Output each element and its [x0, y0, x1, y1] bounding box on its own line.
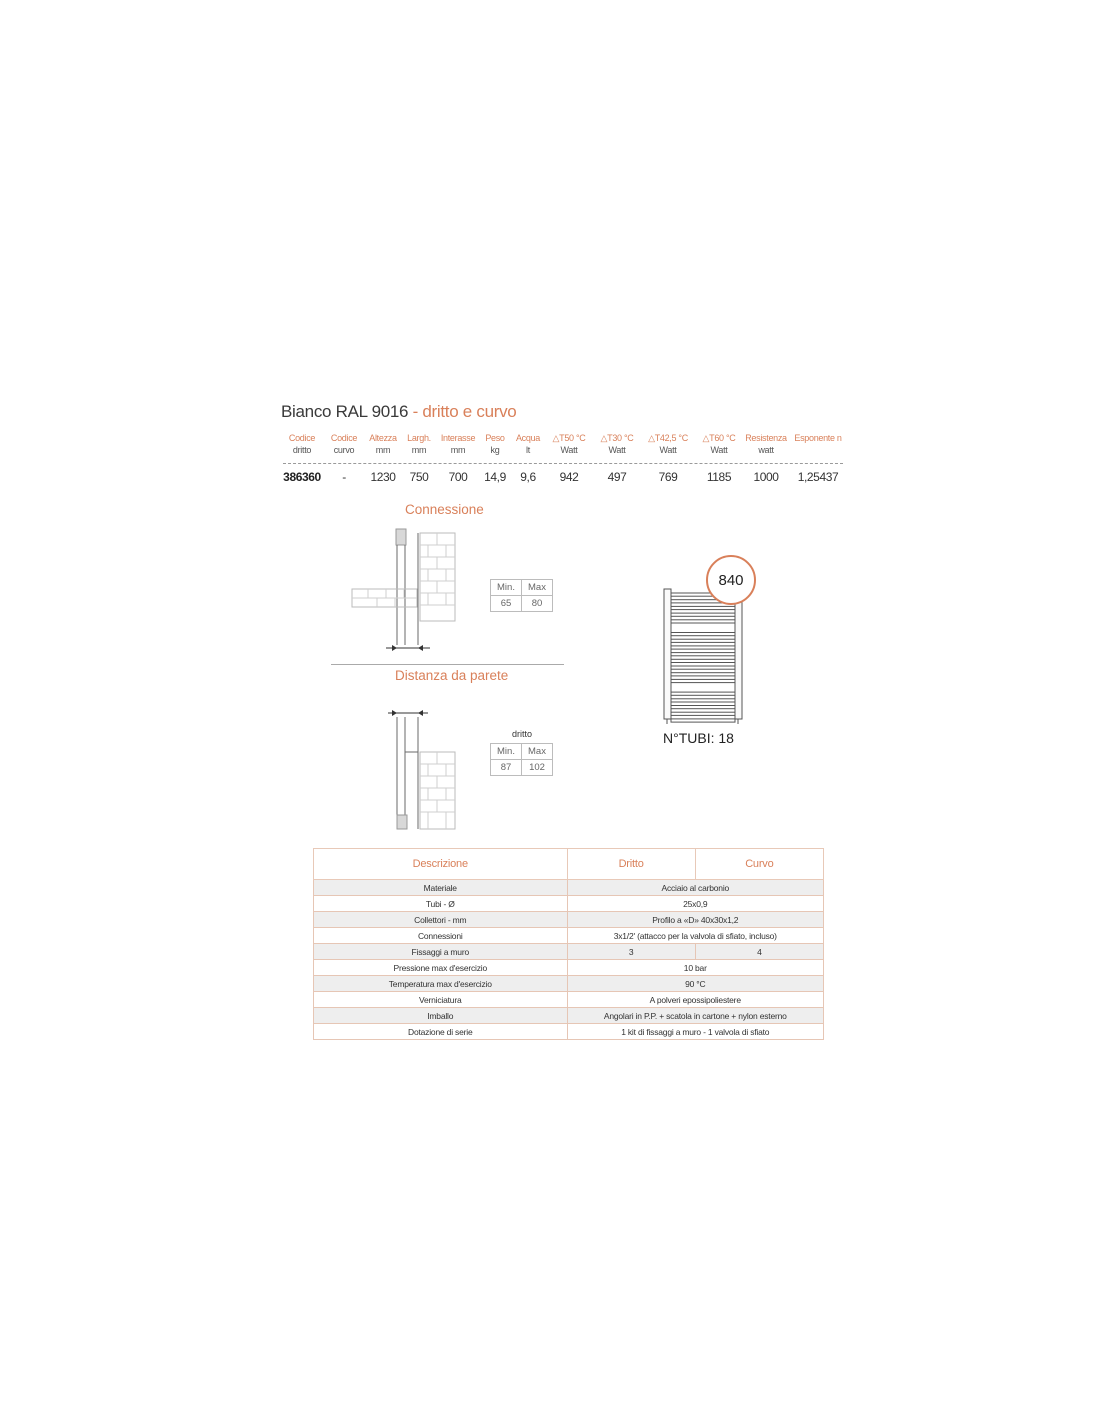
spec-header-3: [401, 432, 437, 456]
radiator-tube: [671, 719, 735, 722]
desc-row: [314, 1008, 824, 1024]
spec-header-label: Peso: [485, 433, 505, 443]
spec-header-12: [790, 432, 846, 444]
radiator-tube: [671, 706, 735, 709]
spec-header-1: [326, 432, 362, 456]
spec-header-unit: mm: [411, 445, 427, 455]
interasse-circle-badge: 840: [706, 555, 756, 605]
spec-header-divider: [283, 463, 843, 464]
desc-row-value: 10 bar: [567, 960, 823, 976]
spec-header-10: [697, 432, 741, 456]
spec-header-11: [742, 432, 790, 456]
desc-row-label: Fissaggi a muro: [314, 944, 568, 960]
distanza-max-label: Max: [522, 744, 553, 760]
spec-header-unit: Watt: [659, 445, 677, 455]
spec-header-label: Resistenza: [745, 433, 787, 443]
desc-row: [314, 896, 824, 912]
spec-header-unit: mm: [375, 445, 391, 455]
spec-header-7: [547, 432, 591, 456]
spec-header-label: Codice: [330, 433, 358, 443]
desc-row-label: Temperatura max d'esercizio: [314, 976, 568, 992]
radiator-tube: [671, 692, 735, 695]
desc-row-label: Verniciatura: [314, 992, 568, 1008]
spec-value-9: 769: [658, 470, 678, 484]
radiator-tube: [671, 646, 735, 649]
desc-header-descrizione: Descrizione: [314, 849, 568, 880]
connessione-drawing: [352, 529, 455, 651]
product-title-accent: - dritto e curvo: [408, 402, 517, 421]
radiator-tube: [671, 633, 735, 636]
spec-value-6: 9,6: [520, 470, 536, 484]
distanza-max-value: 102: [522, 760, 553, 776]
product-title-main: Bianco RAL 9016: [281, 402, 409, 421]
desc-row-label: Collettori - mm: [314, 912, 568, 928]
desc-row: [314, 976, 824, 992]
spec-header-unit: lt: [526, 445, 530, 455]
desc-row-value: 25x0,9: [567, 896, 823, 912]
radiator-tube: [671, 679, 735, 682]
spec-value-0: 386360: [283, 470, 321, 484]
desc-header-dritto: Dritto: [567, 849, 695, 880]
spec-header-label: Acqua: [515, 433, 541, 443]
spec-header-unit: Watt: [710, 445, 728, 455]
distanza-title: Distanza da parete: [395, 668, 509, 683]
radiator-tube: [671, 659, 735, 662]
desc-row-curvo: 4: [695, 944, 823, 960]
connessione-max-label: Max: [522, 580, 553, 596]
spec-header-unit: Watt: [608, 445, 626, 455]
spec-value-3: 750: [409, 470, 429, 484]
radiator-tube: [671, 712, 735, 715]
connessione-min-value: 65: [491, 596, 522, 612]
product-title: [281, 402, 516, 422]
spec-header-label: Interasse: [440, 433, 476, 443]
spec-header-label: Codice: [288, 433, 316, 443]
spec-value-2: 1230: [370, 470, 396, 484]
desc-row: [314, 992, 824, 1008]
spec-header-4: [436, 432, 480, 456]
spec-header-label: Largh.: [407, 433, 431, 443]
spec-value-5: 14,9: [484, 470, 506, 484]
desc-row: [314, 880, 824, 896]
radiator-tube: [671, 613, 735, 616]
description-table: [313, 848, 824, 1040]
spec-header-unit: mm: [450, 445, 466, 455]
spec-header-9: [643, 432, 693, 456]
desc-row-label: Materiale: [314, 880, 568, 896]
section-divider: [331, 664, 564, 665]
desc-row-value: 1 kit di fissaggi a muro - 1 valvola di sfiato: [567, 1024, 823, 1040]
spec-header-unit: watt: [758, 445, 774, 455]
spec-value-4: 700: [448, 470, 468, 484]
connessione-minmax-table: [490, 579, 553, 612]
desc-row: [314, 960, 824, 976]
desc-row: [314, 928, 824, 944]
desc-header-curvo: Curvo: [695, 849, 823, 880]
spec-header-label: Esponente n: [794, 433, 842, 443]
distanza-minmax-table: [490, 743, 553, 776]
desc-row-dritto: 3: [567, 944, 695, 960]
spec-header-label: △T60 °C: [702, 433, 736, 443]
radiator-tube: [671, 606, 735, 609]
desc-row-value: 90 °C: [567, 976, 823, 992]
connessione-min-label: Min.: [491, 580, 522, 596]
spec-header-5: [480, 432, 510, 456]
tube-count-label: N°TUBI: 18: [663, 730, 734, 746]
distanza-drawing: [388, 710, 455, 829]
spec-header-6: [513, 432, 543, 456]
radiator-tube: [671, 620, 735, 623]
desc-row-value: Profilo a «D» 40x30x1,2: [567, 912, 823, 928]
spec-value-10: 1185: [706, 470, 732, 484]
spec-header-unit: dritto: [292, 445, 312, 455]
spec-header-unit: curvo: [333, 445, 355, 455]
connessione-title: Connessione: [405, 502, 484, 517]
spec-header-unit: kg: [490, 445, 500, 455]
radiator-tube: [671, 653, 735, 656]
distanza-label: dritto: [512, 729, 533, 739]
desc-row-label: Dotazione di serie: [314, 1024, 568, 1040]
desc-row-value: Angolari in P.P. + scatola in cartone + nylon esterno: [567, 1008, 823, 1024]
spec-header-label: Altezza: [369, 433, 397, 443]
desc-row-label: Tubi - Ø: [314, 896, 568, 912]
radiator-tube: [671, 699, 735, 702]
spec-value-7: 942: [559, 470, 579, 484]
spec-value-1: -: [342, 470, 346, 484]
desc-row-value: A polveri epossipoliestere: [567, 992, 823, 1008]
connessione-max-value: 80: [522, 596, 553, 612]
desc-row: [314, 1024, 824, 1040]
spec-value-12: 1,25437: [797, 470, 839, 484]
spec-header-label: △T42,5 °C: [648, 433, 688, 443]
radiator-drawing: [664, 589, 742, 724]
desc-row: [314, 912, 824, 928]
desc-row-label: Pressione max d'esercizio: [314, 960, 568, 976]
distanza-min-label: Min.: [491, 744, 522, 760]
spec-value-8: 497: [607, 470, 627, 484]
radiator-tube: [671, 639, 735, 642]
desc-row: [314, 944, 824, 960]
spec-header-unit: Watt: [560, 445, 578, 455]
desc-row-value: Acciaio al carbonio: [567, 880, 823, 896]
spec-header-label: △T50 °C: [552, 433, 586, 443]
spec-header-8: [595, 432, 639, 456]
desc-row-value: 3x1/2' (attacco per la valvola di sfiato, incluso): [567, 928, 823, 944]
spec-value-11: 1000: [753, 470, 779, 484]
spec-header-label: △T30 °C: [600, 433, 634, 443]
desc-row-label: Connessioni: [314, 928, 568, 944]
radiator-tube: [671, 673, 735, 676]
desc-row-label: Imballo: [314, 1008, 568, 1024]
spec-header-2: [365, 432, 401, 456]
radiator-tube: [671, 666, 735, 669]
distanza-min-value: 87: [491, 760, 522, 776]
spec-header-0: [282, 432, 322, 456]
